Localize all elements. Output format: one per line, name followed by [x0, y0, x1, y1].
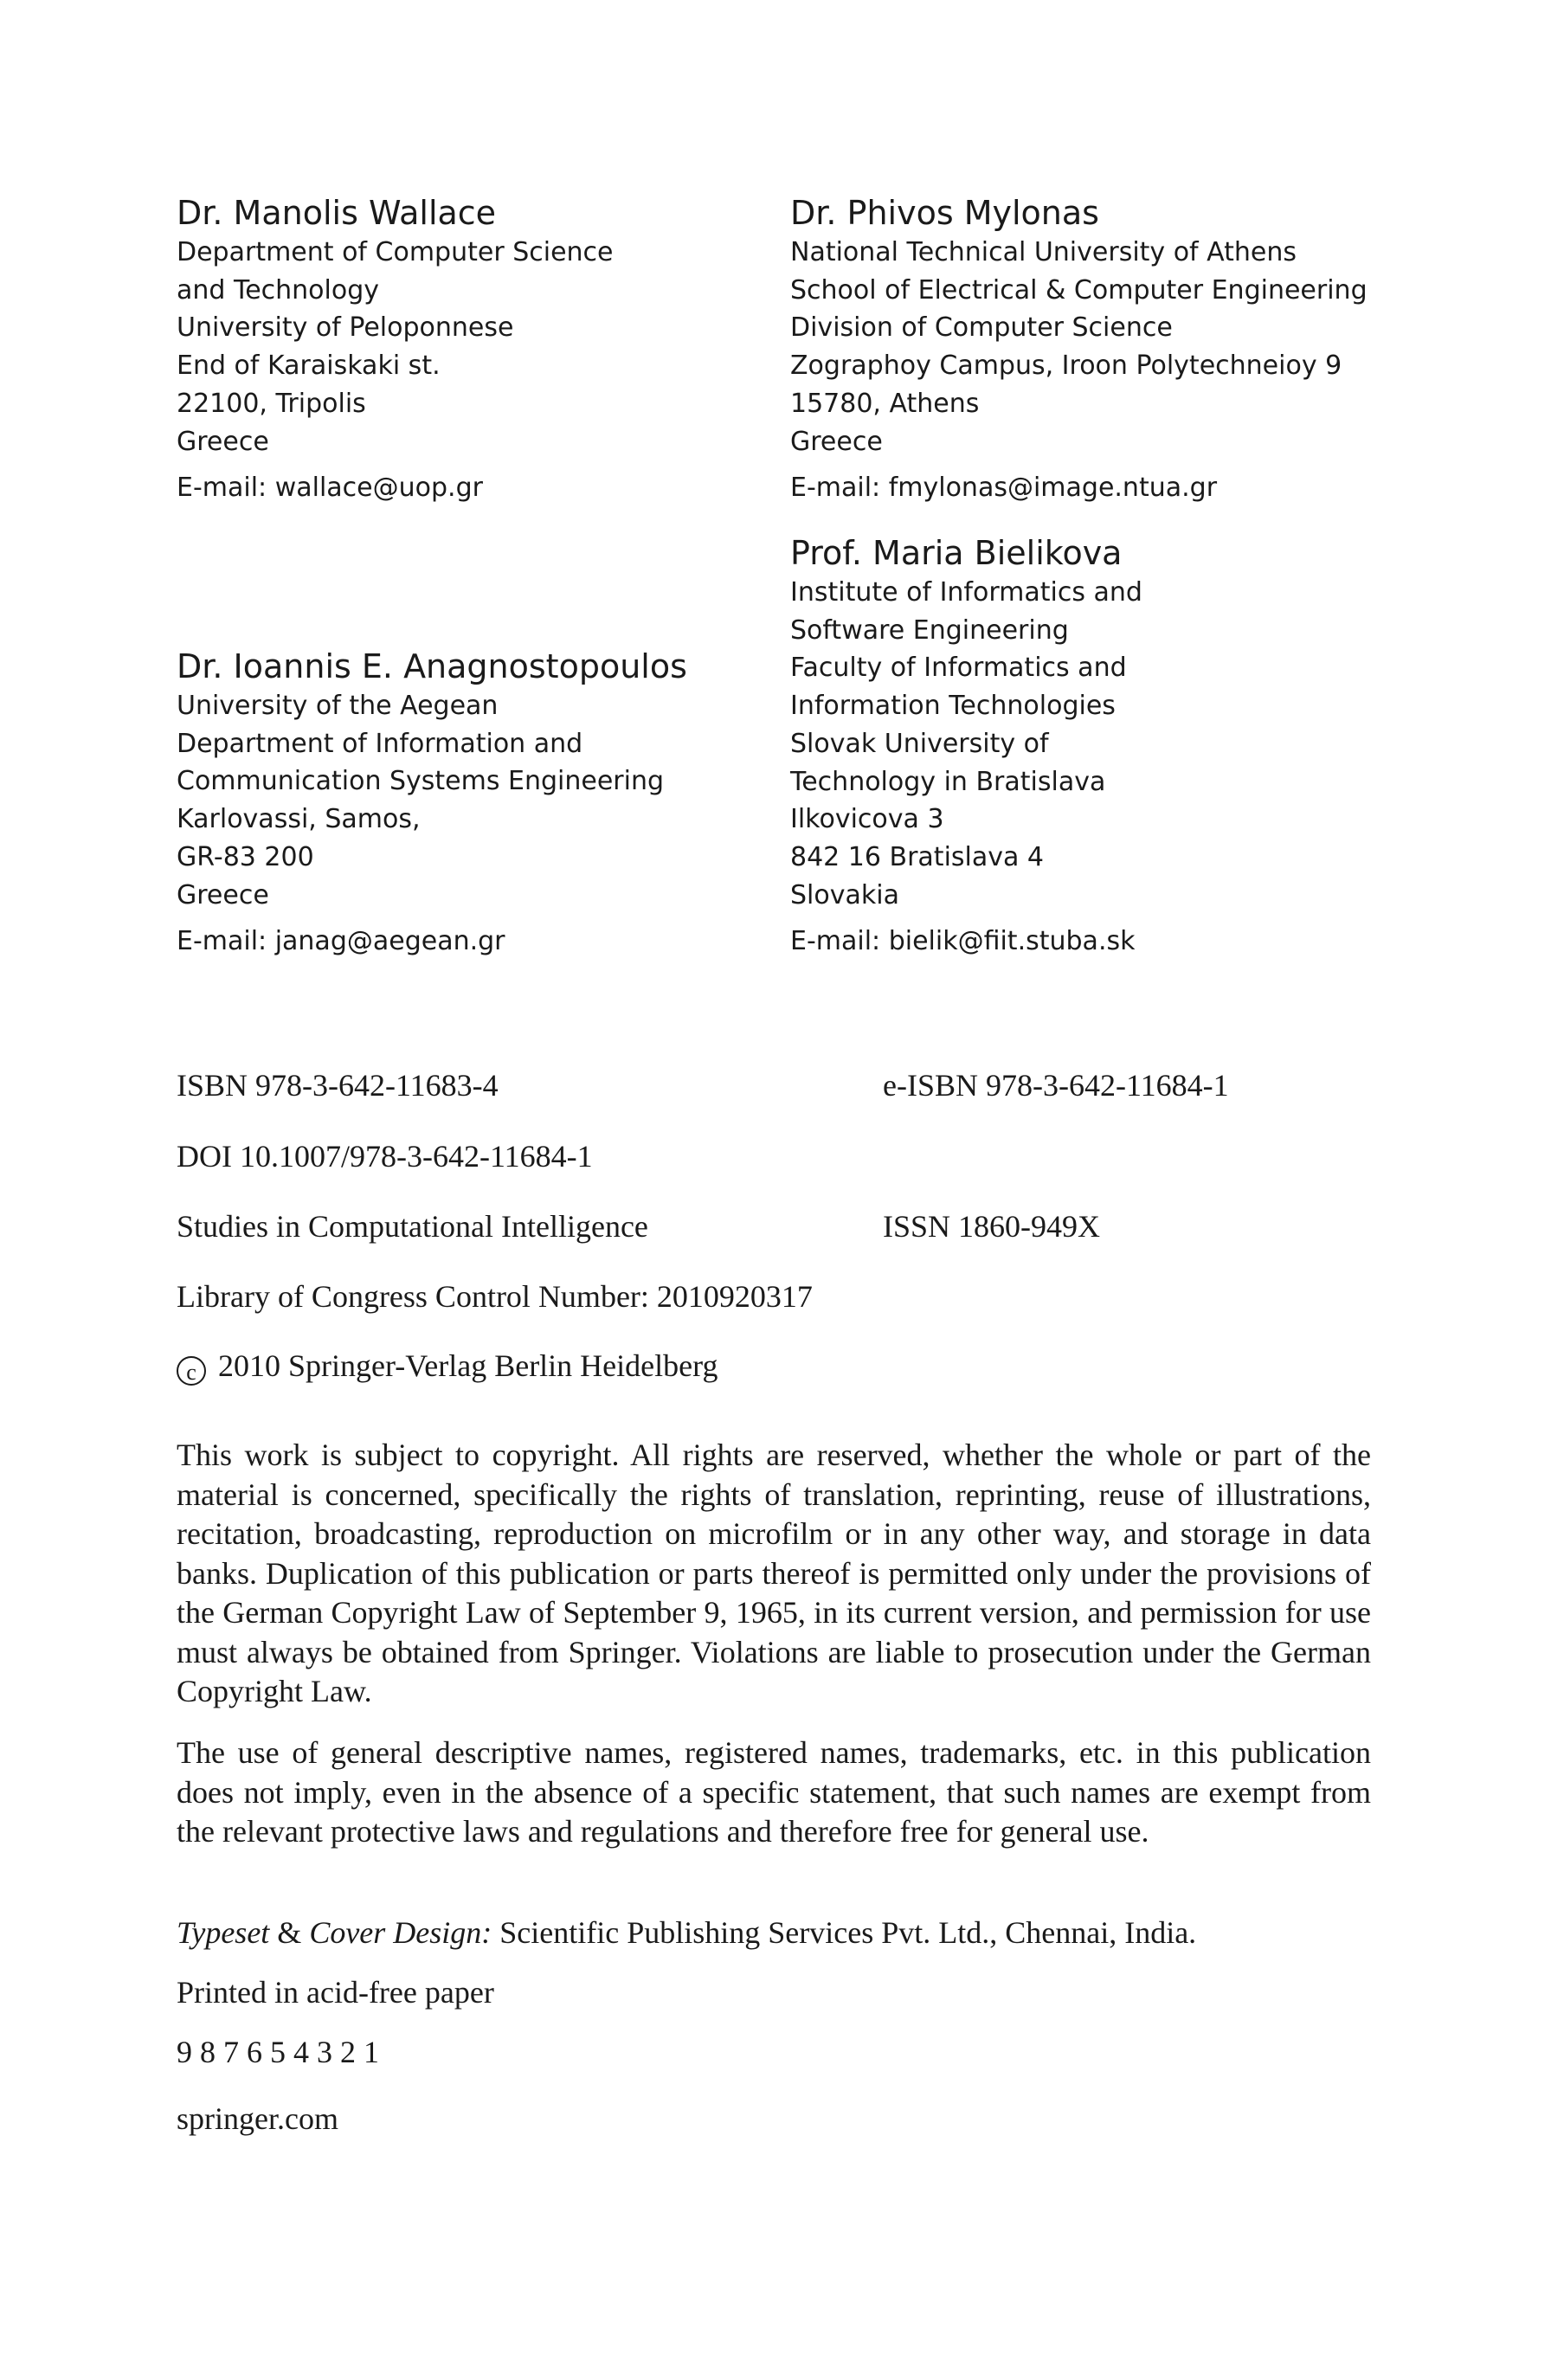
editor-email[interactable]: E-mail: bielik@fiit.stuba.sk: [790, 926, 1136, 957]
affiliation-line: End of Karaiskaki st.: [177, 351, 441, 382]
affiliation-line: Institute of Informatics and: [790, 577, 1142, 608]
editor-name: Prof. Maria Bielikova: [790, 534, 1123, 572]
copyright-line: [177, 1347, 718, 1386]
copyright-text: 2010 Springer-Verlag Berlin Heidelberg: [218, 1348, 718, 1383]
affiliation-line: Division of Computer Science: [790, 312, 1173, 344]
website-link[interactable]: springer.com: [177, 2101, 338, 2136]
affiliation-line: Slovak University of: [790, 728, 1049, 759]
editor-email[interactable]: E-mail: janag@aegean.gr: [177, 926, 505, 957]
affiliation-line: School of Electrical & Computer Engineering: [790, 274, 1368, 306]
lccn: Library of Congress Control Number: 2010920317: [177, 1279, 813, 1314]
affiliation-line: National Technical University of Athens: [790, 237, 1297, 267]
affiliation-line: Zographoy Campus, Iroon Polytechneioy 9: [790, 351, 1342, 382]
affiliation-line: Department of Computer Science: [177, 237, 614, 267]
affiliation-line: 15780, Athens: [790, 388, 980, 419]
affiliation-line: Communication Systems Engineering: [177, 766, 665, 797]
editor-block-wallace: [177, 192, 800, 507]
editor-name: Dr. Ioannis E. Anagnostopoulos: [177, 647, 687, 685]
affiliation-line: Department of Information and: [177, 728, 583, 759]
affiliation-line: Greece: [790, 426, 883, 457]
series-title: Studies in Computational Intelligence: [177, 1209, 648, 1244]
cover-design-label: Cover Design:: [309, 1915, 492, 1950]
copyright-notice: This work is subject to copyright. All rights are reserved, whether the whole or part of the material is concerned, specifically the rights of translation, reprinting, reuse of illustrations, recitation, broadcasting, reproduction on microfilm or in any other way, and storage in data banks. Duplication of this publication or parts thereof is permitted only under the provisions of the German Copyright Law of September 9, 1965, in its current version, and permission for use must always be obtained from Springer. Violations are liable to prosecution under the German Copyright Law.: [177, 1438, 1371, 1708]
affiliation-line: University of Peloponnese: [177, 312, 514, 344]
eisbn: e-ISBN 978-3-642-11684-1: [883, 1068, 1229, 1103]
copyright-icon: c: [177, 1356, 206, 1386]
editor-block-anagnostopoulos: [177, 646, 800, 961]
issn: ISSN 1860-949X: [883, 1209, 1101, 1244]
ampersand: &: [269, 1915, 310, 1950]
editor-email[interactable]: E-mail: fmylonas@image.ntua.gr: [790, 473, 1218, 504]
isbn: ISBN 978-3-642-11683-4: [177, 1068, 499, 1103]
typeset-label: Typeset: [177, 1915, 270, 1950]
editor-block-mylonas: [790, 192, 1483, 507]
affiliation-line: Faculty of Informatics and: [790, 653, 1127, 684]
trademark-notice: The use of general descriptive names, registered names, trademarks, etc. in this publication does not imply, even in the absence of a specific statement, that such names are exempt from the relevant protective laws and regulations and therefore free for general use.: [177, 1735, 1371, 1849]
typeset-value: Scientific Publishing Services Pvt. Ltd., Chennai, India.: [492, 1915, 1197, 1950]
editor-block-bielikova: [790, 532, 1413, 961]
affiliation-line: Karlovassi, Samos,: [177, 804, 421, 835]
printed-note: Printed in acid-free paper: [177, 1975, 494, 2010]
editor-name: Dr. Manolis Wallace: [177, 194, 497, 232]
affiliation-line: GR-83 200: [177, 841, 314, 872]
affiliation-line: 842 16 Bratislava 4: [790, 841, 1045, 872]
print-line: 9 8 7 6 5 4 3 2 1: [177, 2035, 379, 2069]
affiliation-line: 22100, Tripolis: [177, 388, 366, 419]
affiliation-line: Software Engineering: [790, 614, 1069, 646]
affiliation-line: Ilkovicova 3: [790, 804, 944, 835]
doi[interactable]: DOI 10.1007/978-3-642-11684-1: [177, 1139, 593, 1174]
affiliation-line: Information Technologies: [790, 691, 1116, 722]
typeset-line: [177, 1914, 1196, 1952]
affiliation-line: University of the Aegean: [177, 691, 499, 721]
affiliation-line: Greece: [177, 879, 269, 910]
affiliation-line: Slovakia: [790, 879, 899, 910]
editor-name: Dr. Phivos Mylonas: [790, 194, 1099, 232]
affiliation-line: Technology in Bratislava: [790, 766, 1106, 797]
affiliation-line: Greece: [177, 426, 269, 457]
affiliation-line: and Technology: [177, 274, 380, 306]
editor-email[interactable]: E-mail: wallace@uop.gr: [177, 473, 483, 504]
